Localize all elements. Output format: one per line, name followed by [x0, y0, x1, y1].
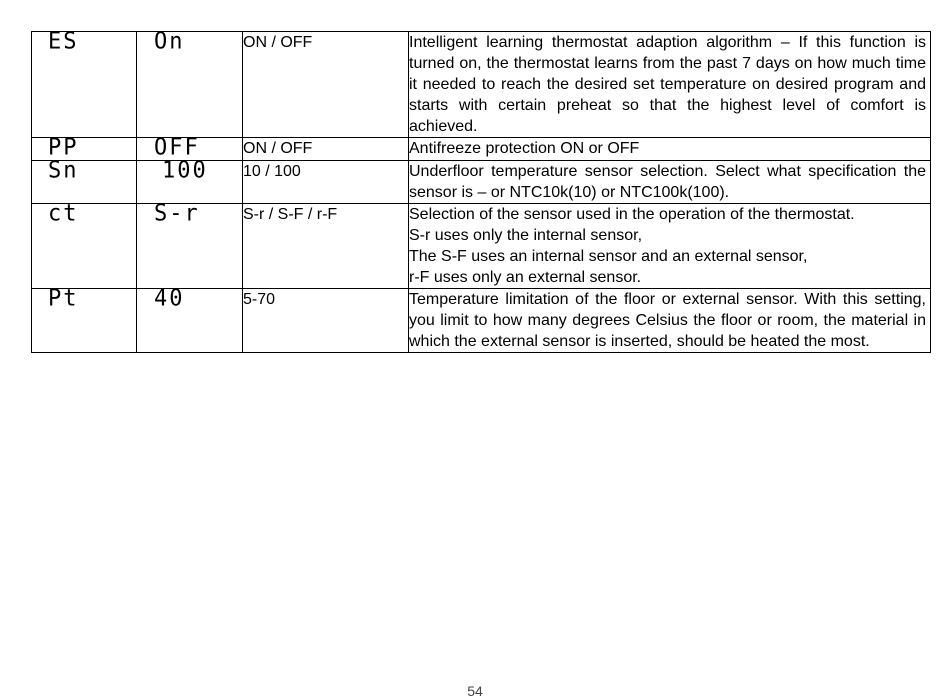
display-value-cell — [137, 200, 243, 289]
setting-range: 10 / 100 — [243, 161, 409, 204]
setting-range: S-r / S-F / r-F — [243, 204, 409, 289]
setting-range: ON / OFF — [243, 32, 409, 138]
parameter-description: Intelligent learning thermostat adaption algorithm – If this function is turned on, the thermostat learns from the past 7 days on how much time it needed to reach the desired set temperature on desired program and starts with certain preheat so that the highest level of comfort is achieved. — [409, 32, 931, 138]
parameter-description: Antifreeze protection ON or OFF — [409, 138, 931, 161]
parameter-code: PP — [48, 134, 79, 161]
setting-range: 5-70 — [243, 289, 409, 353]
display-value: On — [154, 28, 185, 55]
table-row — [32, 204, 931, 289]
parameter-code-cell — [32, 200, 137, 289]
table-row — [32, 289, 931, 353]
parameter-description: Underfloor temperature sensor selection. Select what specification the sensor is – or NTC10k(10) or NTC100k(100). — [409, 161, 931, 204]
parameter-code: ES — [48, 28, 79, 55]
display-value-cell — [137, 157, 243, 204]
description-line: Selection of the sensor used in the operation of the thermostat. — [409, 206, 855, 223]
parameter-code: ct — [48, 200, 79, 227]
parameter-code-cell — [32, 157, 137, 204]
parameter-code-cell — [32, 28, 137, 138]
page-number: 54 — [467, 683, 483, 699]
display-value: S-r — [154, 200, 200, 227]
parameter-code: Sn — [48, 157, 79, 184]
table-row — [32, 32, 931, 138]
display-value: 40 — [154, 285, 185, 312]
display-value-cell — [137, 285, 243, 353]
display-value-cell — [137, 28, 243, 138]
parameter-description — [409, 204, 931, 289]
table-row — [32, 161, 931, 204]
description-line: S-r uses only the internal sensor, — [409, 227, 643, 244]
parameter-code: Pt — [48, 285, 79, 312]
description-line: r-F uses only an external sensor. — [409, 269, 642, 286]
setting-range: ON / OFF — [243, 138, 409, 161]
description-line: The S-F uses an internal sensor and an external sensor, — [409, 248, 808, 265]
parameter-code-cell — [32, 285, 137, 353]
parameter-description: Temperature limitation of the floor or external sensor. With this setting, you limit to how many degrees Celsius the floor or room, the material in which the external sensor is inserted, should be heated the most. — [409, 289, 931, 353]
parameter-table — [31, 28, 931, 353]
display-value: 100 — [162, 157, 208, 184]
display-value: OFF — [154, 134, 200, 161]
